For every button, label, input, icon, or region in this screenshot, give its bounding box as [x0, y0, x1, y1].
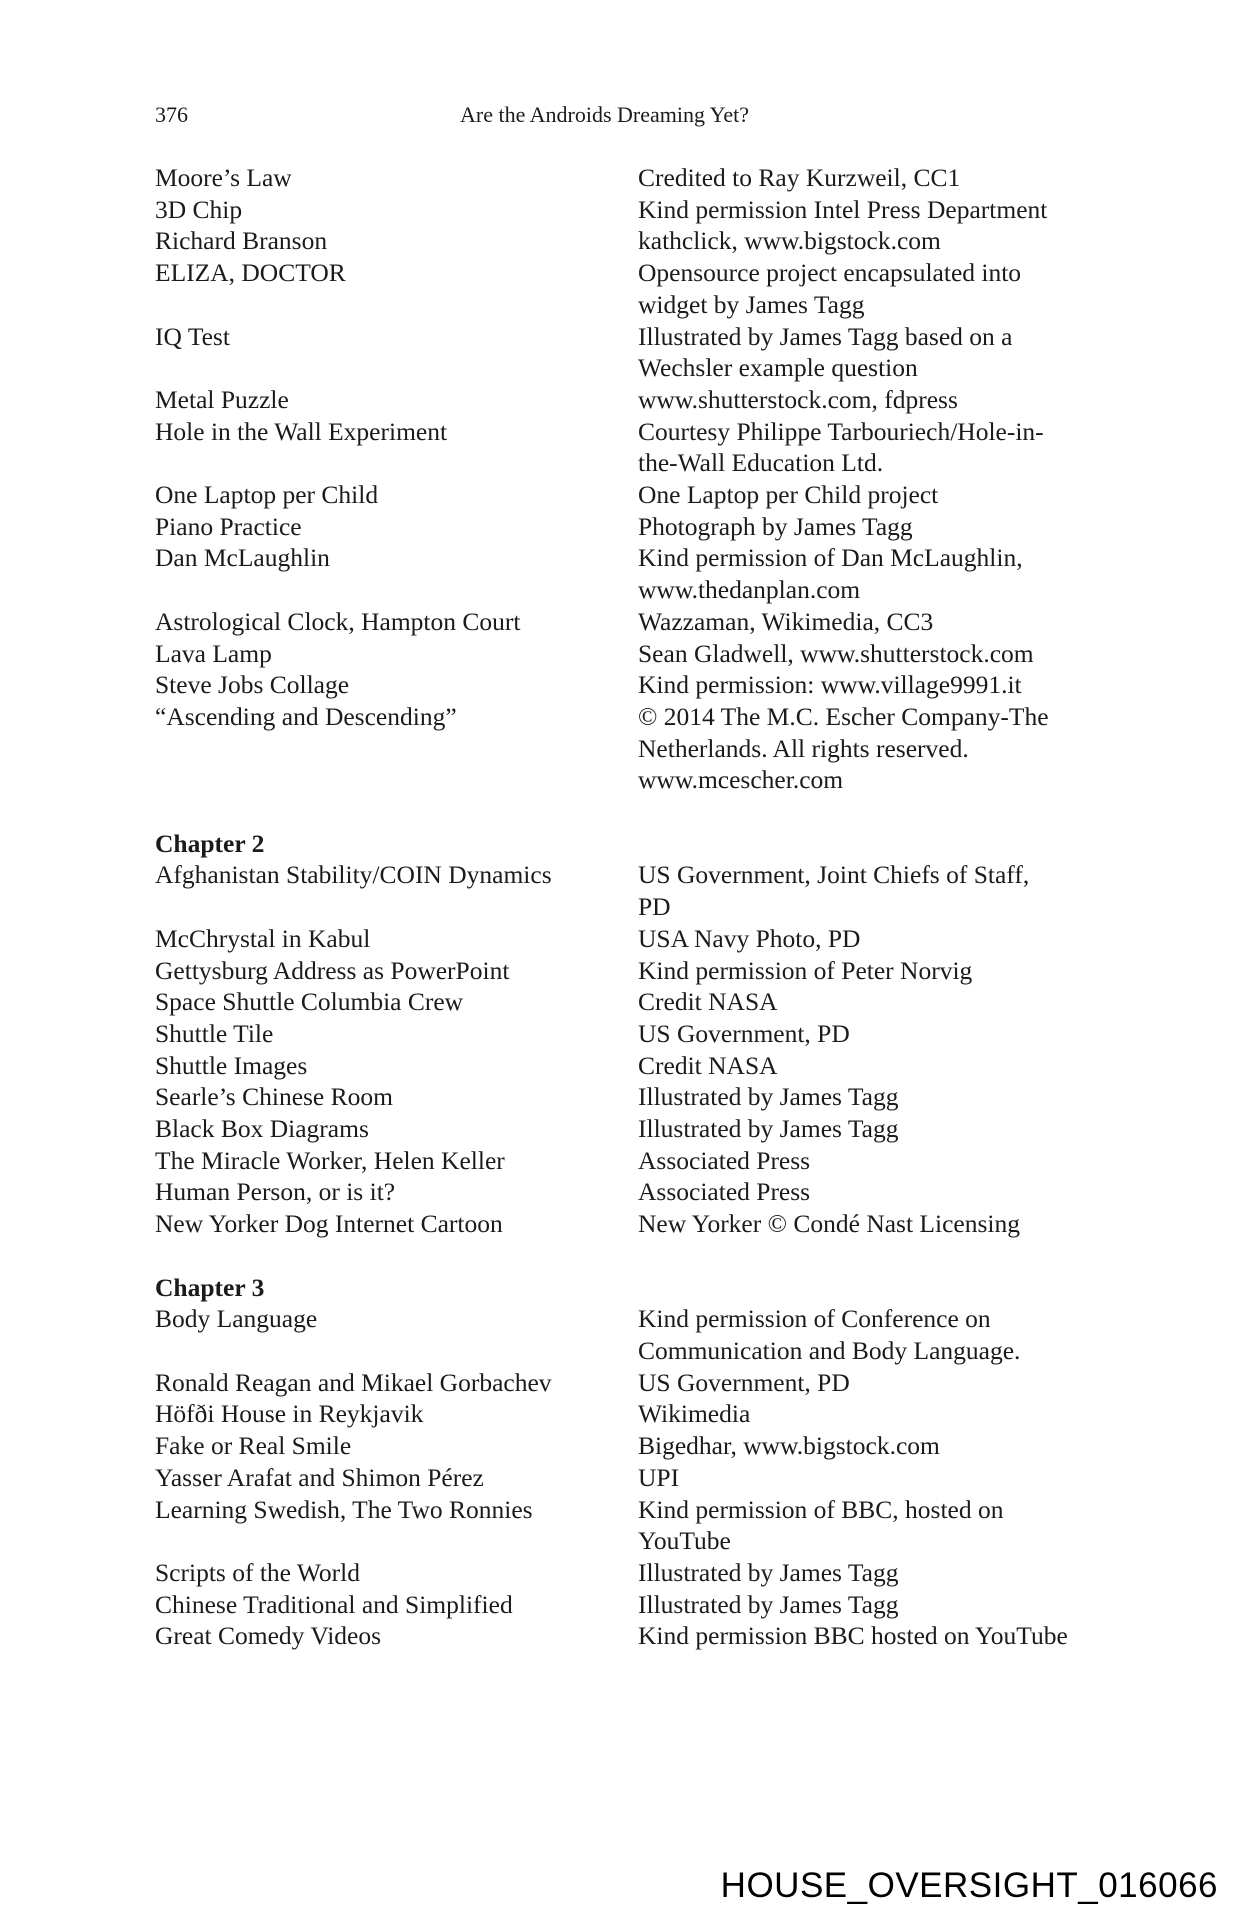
credit-row	[155, 955, 1080, 987]
credit-source: Kind permission of Conference on Communication and Body Language.	[638, 1304, 1021, 1365]
credit-source: Wikimedia	[638, 1399, 751, 1429]
page-number: 376	[155, 102, 188, 127]
credit-item: Human Person, or is it?	[155, 1177, 396, 1207]
credit-item: One Laptop per Child	[155, 480, 379, 510]
credit-row	[155, 1145, 1080, 1177]
credit-source: Associated Press	[638, 1145, 811, 1175]
credit-row	[155, 384, 1080, 416]
credit-row	[155, 1081, 1080, 1113]
credit-row	[155, 669, 1080, 701]
credit-source: Illustrated by James Tagg based on a Wechsler example question	[638, 321, 1013, 383]
credit-item: Hole in the Wall Experiment	[155, 416, 448, 446]
section-spacer	[155, 796, 1080, 828]
credit-source: Associated Press	[638, 1177, 811, 1207]
section-spacer	[155, 1240, 1080, 1272]
credit-row	[155, 479, 1080, 511]
credit-item: Fake or Real Smile	[155, 1431, 352, 1461]
credit-source: Opensource project encapsulated into widget by James Tagg	[638, 258, 1022, 319]
credit-item: IQ Test	[155, 321, 230, 351]
credit-item: Learning Swedish, The Two Ronnies	[155, 1494, 533, 1524]
credit-row	[155, 923, 1080, 955]
credit-item: Afghanistan Stability/COIN Dynamics	[155, 860, 552, 890]
credit-source: Kind permission of Peter Norvig	[638, 955, 973, 985]
credit-item: Höfði House in Reykjavik	[155, 1399, 424, 1429]
credit-row	[155, 1620, 1080, 1652]
credit-row	[155, 1018, 1080, 1050]
running-title: Are the Androids Dreaming Yet?	[460, 102, 750, 127]
credit-row	[155, 1367, 1080, 1399]
credit-source: Credited to Ray Kurzweil, CC1	[638, 163, 961, 192]
credit-source: Bigedhar, www.bigstock.com	[638, 1431, 940, 1461]
credit-item: Great Comedy Videos	[155, 1621, 382, 1651]
credit-source: Courtesy Philippe Tarbouriech/Hole-in-the-Wall Education Ltd.	[638, 416, 1044, 478]
credit-source: Kind permission Intel Press Department	[638, 194, 1048, 224]
credit-source: Kind permission of Dan McLaughlin, www.thedanplan.com	[638, 543, 1023, 605]
credit-row	[155, 638, 1080, 670]
credit-item: Chinese Traditional and Simplified	[155, 1589, 513, 1619]
credit-row	[155, 1050, 1080, 1082]
credit-source: US Government, PD	[638, 1367, 850, 1397]
credit-source: Sean Gladwell, www.shutterstock.com	[638, 638, 1034, 668]
credit-source: Illustrated by James Tagg	[638, 1114, 899, 1144]
credit-item: Black Box Diagrams	[155, 1114, 369, 1144]
credit-row	[155, 1208, 1080, 1240]
credit-row	[155, 194, 1080, 226]
credit-source: www.shutterstock.com, fdpress	[638, 384, 958, 414]
credit-source: Wazzaman, Wikimedia, CC3	[638, 606, 934, 636]
credit-source: Illustrated by James Tagg	[638, 1589, 899, 1619]
credit-row	[155, 606, 1080, 638]
credit-item: Steve Jobs Collage	[155, 670, 350, 700]
credit-row	[155, 1462, 1080, 1494]
credit-source: New Yorker © Condé Nast Licensing	[638, 1209, 1020, 1239]
credit-source: Kind permission: www.village9991.it	[638, 670, 1022, 700]
credit-item: Metal Puzzle	[155, 384, 289, 414]
credit-item: Searle’s Chinese Room	[155, 1082, 393, 1112]
credit-source: Illustrated by James Tagg	[638, 1082, 899, 1112]
credit-source: kathclick, www.bigstock.com	[638, 226, 941, 256]
credit-item: Body Language	[155, 1304, 318, 1334]
credit-source: Photograph by James Tagg	[638, 511, 913, 541]
credit-source: Credit NASA	[638, 987, 778, 1017]
credit-row	[155, 162, 1080, 194]
credit-row	[155, 416, 1080, 479]
credit-item: Ronald Reagan and Mikael Gorbachev	[155, 1367, 552, 1397]
credit-item: Space Shuttle Columbia Crew	[155, 987, 464, 1017]
bates-stamp: HOUSE_OVERSIGHT_016066	[720, 1866, 1218, 1905]
credit-source: One Laptop per Child project	[638, 480, 939, 510]
running-header	[155, 98, 1055, 132]
credit-source: Kind permission BBC hosted on YouTube	[638, 1621, 1068, 1651]
credit-row	[155, 542, 1080, 605]
credit-source: USA Navy Photo, PD	[638, 923, 861, 953]
credit-row	[155, 1430, 1080, 1462]
credit-source: Credit NASA	[638, 1050, 778, 1080]
chapter-heading: Chapter 3	[155, 1272, 265, 1302]
credit-source: Kind permission of BBC, hosted on YouTube	[638, 1494, 1004, 1556]
credit-item: 3D Chip	[155, 194, 243, 224]
credit-item: Shuttle Images	[155, 1050, 308, 1080]
credit-source: UPI	[638, 1462, 680, 1492]
credit-row	[155, 701, 1080, 796]
credit-source: US Government, Joint Chiefs of Staff, PD	[638, 860, 1030, 922]
credit-item: “Ascending and Descending”	[155, 701, 457, 731]
credit-item: Dan McLaughlin	[155, 543, 330, 573]
credit-row	[155, 257, 1080, 320]
credit-source: © 2014 The M.C. Escher Company-The Netherlands. All rights reserved. www.mcescher.com	[638, 701, 1049, 795]
credit-source: Illustrated by James Tagg	[638, 1557, 899, 1587]
credit-item: Richard Branson	[155, 226, 328, 256]
chapter-heading: Chapter 2	[155, 828, 265, 858]
credit-item: Moore’s Law	[155, 163, 292, 192]
credit-item: Gettysburg Address as PowerPoint	[155, 955, 510, 985]
credit-row	[155, 1176, 1080, 1208]
credit-row	[155, 859, 1080, 922]
credit-row	[155, 1494, 1080, 1557]
credit-item: The Miracle Worker, Helen Keller	[155, 1145, 505, 1175]
credit-item: New Yorker Dog Internet Cartoon	[155, 1209, 503, 1239]
credit-item: Yasser Arafat and Shimon Pérez	[155, 1462, 484, 1492]
credit-row	[155, 1398, 1080, 1430]
credits-list	[155, 162, 1080, 1652]
credit-row	[155, 321, 1080, 384]
credit-item: Shuttle Tile	[155, 1018, 274, 1048]
credit-row	[155, 1303, 1080, 1366]
credit-source: US Government, PD	[638, 1018, 850, 1048]
credit-item: ELIZA, DOCTOR	[155, 258, 346, 288]
credit-row	[155, 1557, 1080, 1589]
credit-item: Astrological Clock, Hampton Court	[155, 606, 521, 636]
credit-row	[155, 511, 1080, 543]
credit-row	[155, 1589, 1080, 1621]
credit-item: Scripts of the World	[155, 1557, 360, 1587]
credit-row	[155, 225, 1080, 257]
credit-row	[155, 1113, 1080, 1145]
credit-item: McChrystal in Kabul	[155, 923, 371, 953]
credit-item: Piano Practice	[155, 511, 302, 541]
credit-row	[155, 986, 1080, 1018]
credit-item: Lava Lamp	[155, 638, 272, 668]
